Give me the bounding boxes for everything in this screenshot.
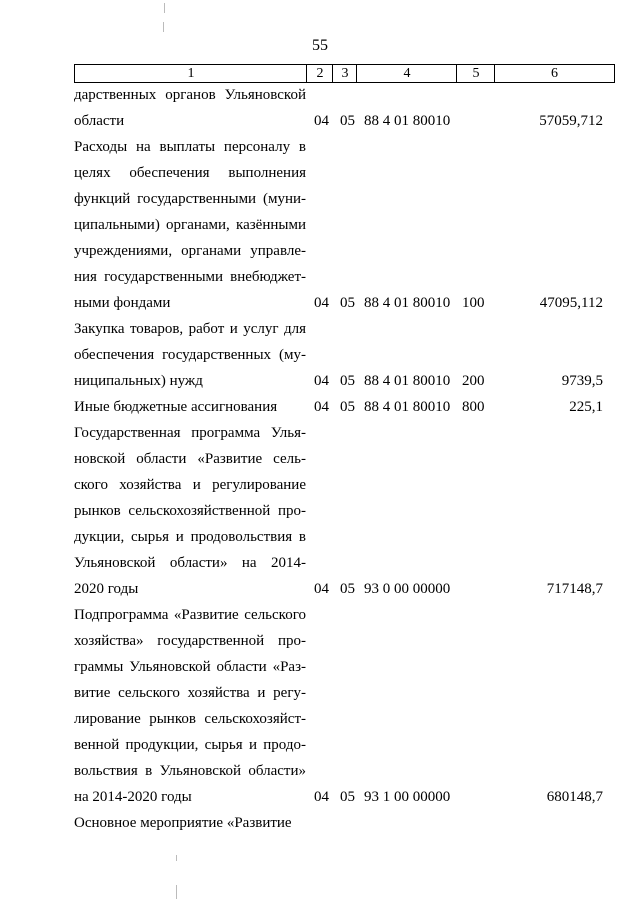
amount-value: 717148,7 [546,581,603,597]
subsection-code: 05 [340,399,355,415]
row-description [74,316,306,394]
column-header-1: 1 [74,64,307,83]
description-line: дарственных органов Ульяновской [74,87,306,103]
description-line: обеспечения государственных (му- [74,347,306,363]
column-header-2: 2 [306,64,333,83]
expense-type-code: 100 [462,295,485,311]
table-row [74,394,614,420]
scan-mark [163,22,164,32]
description-line: витие сельского хозяйства и регу- [74,685,306,701]
row-description [74,394,306,420]
subsection-code: 05 [340,113,355,129]
section-code: 04 [314,373,329,389]
target-article-code: 88 4 01 80010 [364,295,451,311]
description-line: вольствия в Ульяновской области» [74,763,306,779]
column-header-3: 3 [332,64,357,83]
row-description [74,420,306,602]
target-article-code: 88 4 01 80010 [364,373,451,389]
description-line: граммы Ульяновской области «Раз- [74,659,306,675]
subsection-code: 05 [340,373,355,389]
column-header-6: 6 [494,64,615,83]
description-line: Подпрограмма «Развитие сельского [74,607,306,623]
row-description [74,134,306,316]
subsection-code: 05 [340,789,355,805]
table-header [74,64,614,82]
amount-value: 57059,712 [539,113,603,129]
section-code: 04 [314,295,329,311]
description-line: Закупка товаров, работ и услуг для [74,321,306,337]
column-header-4: 4 [356,64,457,83]
description-line: Основное мероприятие «Развитие [74,815,292,831]
description-line: дукции, сырья и продовольствия в [74,529,306,545]
row-description [74,810,306,836]
description-line: Иные бюджетные ассигнования [74,399,278,415]
section-code: 04 [314,581,329,597]
table-row [74,420,614,602]
scan-mark [176,855,177,861]
table-row [74,602,614,810]
description-line: функций государственными (муни- [74,191,306,207]
description-line: Ульяновской области» на 2014- [74,555,306,571]
description-line: целях обеспечения выполнения [74,165,306,181]
description-line: ципальными) органами, казёнными [74,217,306,233]
amount-value: 680148,7 [546,789,603,805]
description-line: Государственная программа Улья- [74,425,306,441]
description-line: венной продукции, сырья и продо- [74,737,306,753]
table-row [74,134,614,316]
scan-mark [176,885,177,899]
description-line: ского хозяйства и регулирование [74,477,306,493]
amount-value: 47095,112 [539,295,603,311]
section-code: 04 [314,113,329,129]
description-line: рынков сельскохозяйственной про- [74,503,306,519]
column-header-5: 5 [456,64,495,83]
target-article-code: 93 0 00 00000 [364,581,451,597]
description-line: Расходы на выплаты персоналу в [74,139,306,155]
description-line: ными фондами [74,295,171,311]
description-line: на 2014-2020 годы [74,789,192,805]
expense-type-code: 800 [462,399,485,415]
row-description [74,82,306,134]
target-article-code: 88 4 01 80010 [364,399,451,415]
subsection-code: 05 [340,295,355,311]
description-line: новской области «Развитие сель- [74,451,306,467]
description-line: области [74,113,125,129]
description-line: 2020 годы [74,581,139,597]
table-row [74,82,614,134]
target-article-code: 88 4 01 80010 [364,113,451,129]
amount-value: 225,1 [569,399,603,415]
row-description [74,602,306,810]
description-line: лирование рынков сельскохозяйст- [74,711,306,727]
description-line: ниципальных) нужд [74,373,203,389]
expense-type-code: 200 [462,373,485,389]
description-line: хозяйства» государственной про- [74,633,306,649]
page-number: 55 [312,37,328,54]
subsection-code: 05 [340,581,355,597]
section-code: 04 [314,789,329,805]
section-code: 04 [314,399,329,415]
target-article-code: 93 1 00 00000 [364,789,451,805]
table-row [74,316,614,394]
description-line: ния государственными внебюджет- [74,269,306,285]
scan-mark [164,3,165,13]
table-row [74,810,614,836]
description-line: учреждениями, органами управле- [74,243,306,259]
amount-value: 9739,5 [561,373,603,389]
